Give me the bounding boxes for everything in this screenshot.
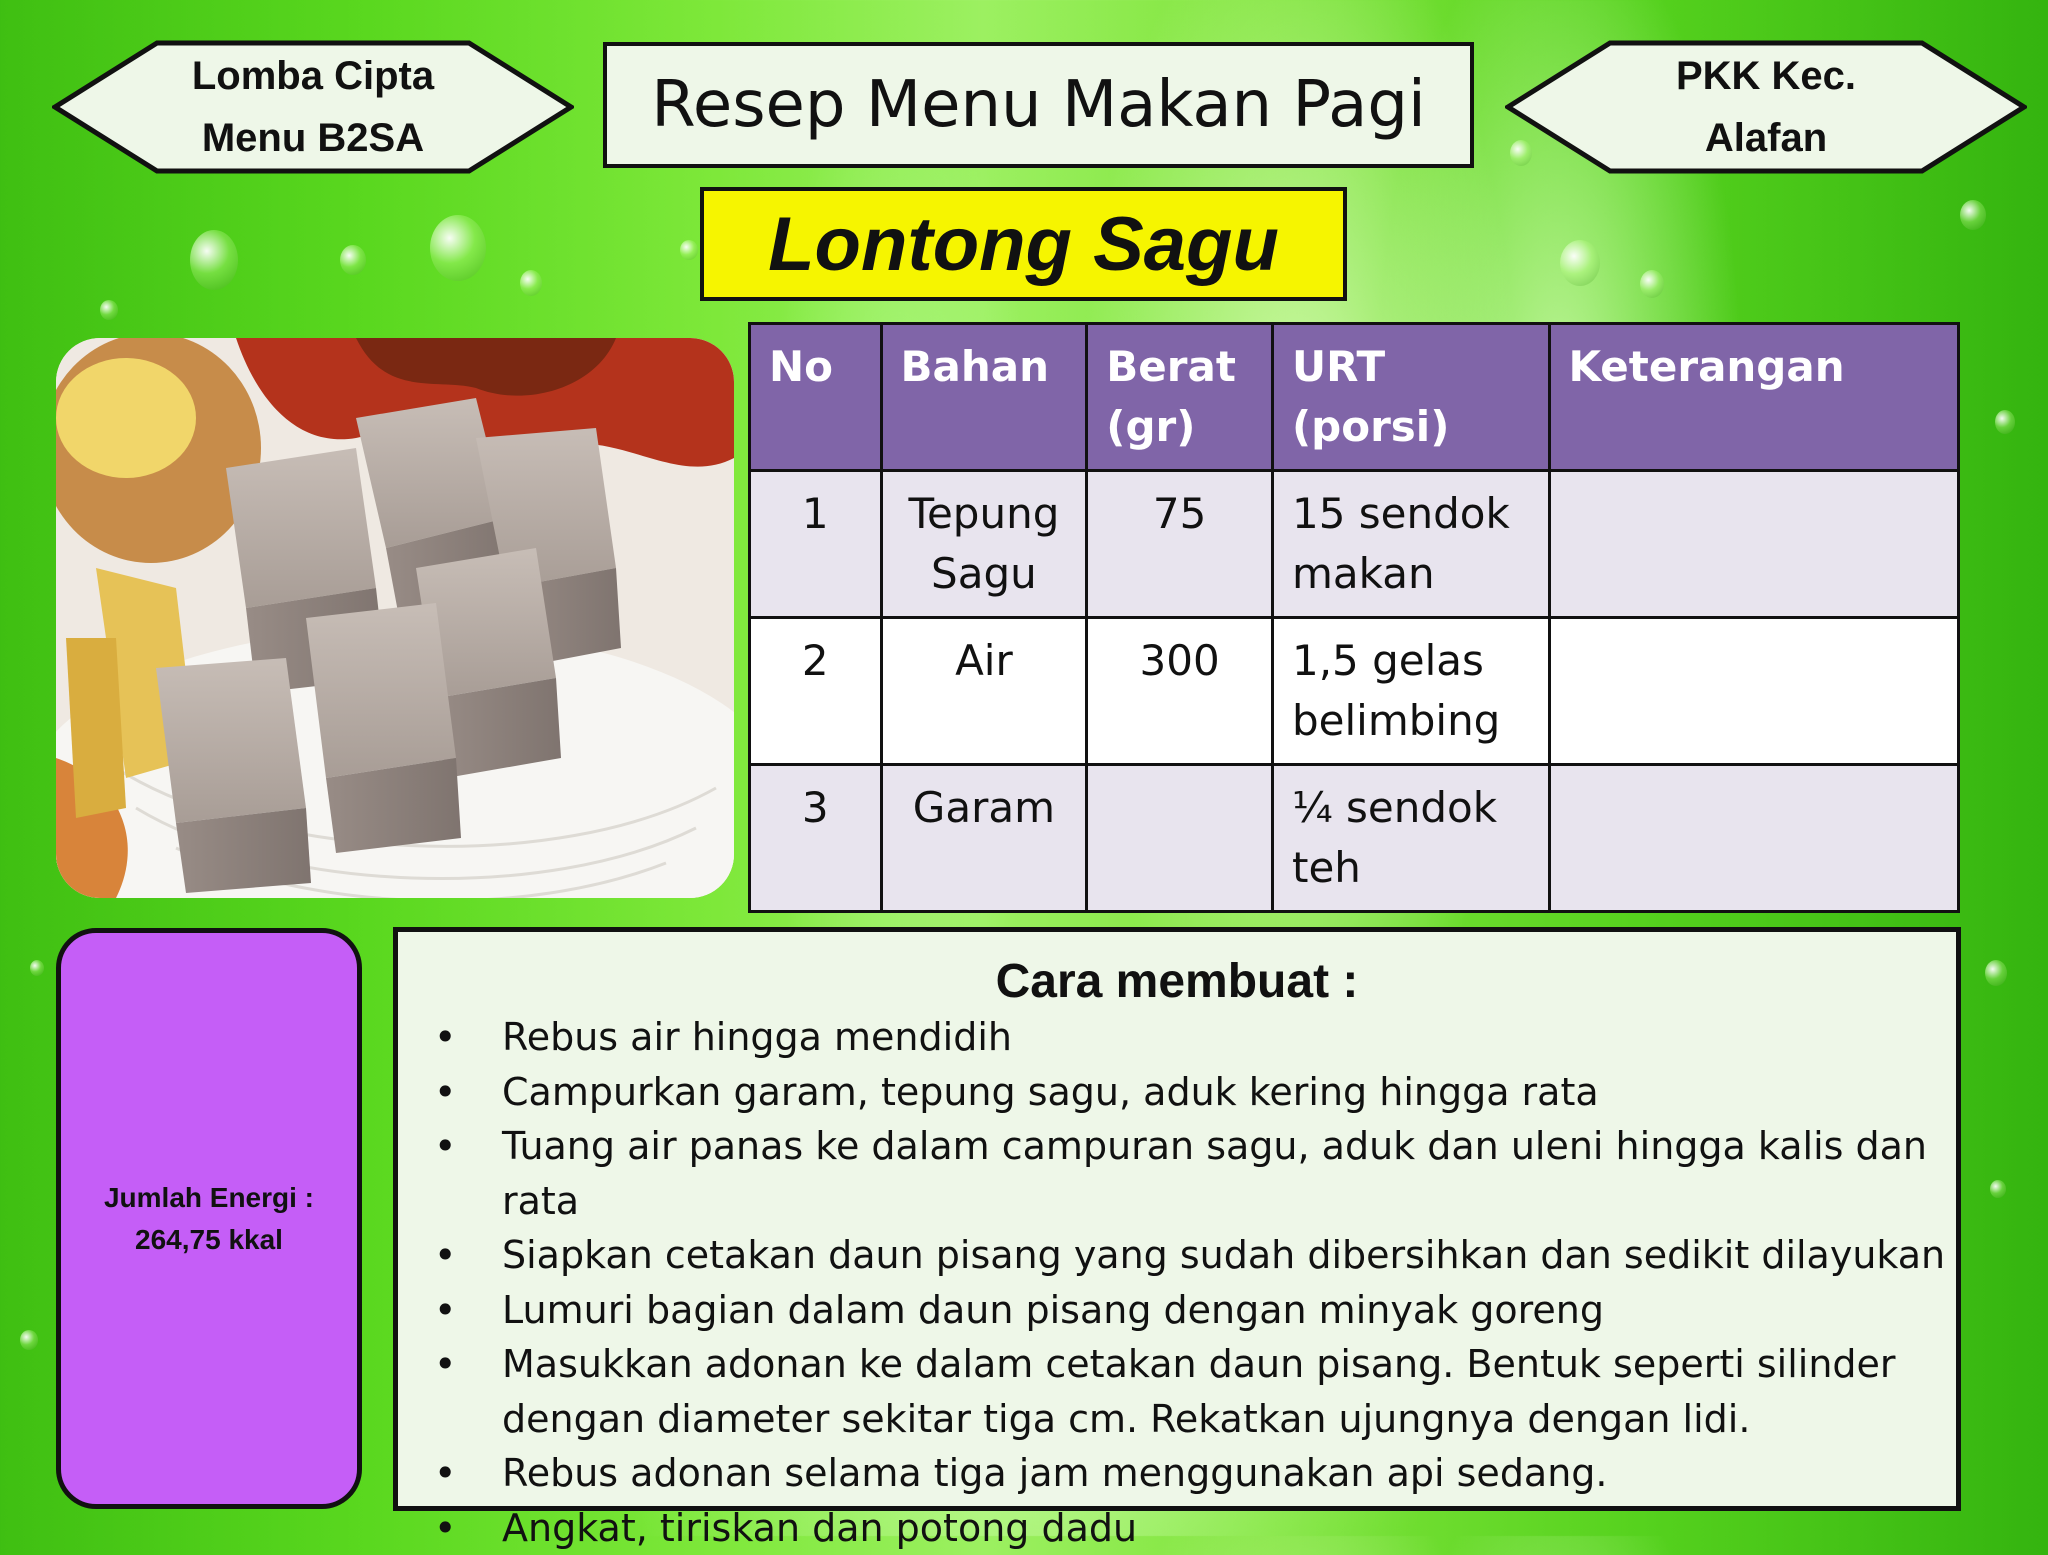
bullet-icon: • [434,1119,456,1174]
cell-bahan-line1: Tepung [901,484,1068,544]
method-step-text: Tuang air panas ke dalam campuran sagu, aduk dan uleni hingga kalis dan rata [502,1124,1927,1223]
bullet-icon: • [434,1283,456,1338]
cell-bahan-line2: Sagu [901,544,1068,604]
method-steps-list [398,1010,1956,1555]
table-row [750,618,1959,765]
page-title: Resep Menu Makan Pagi [651,68,1426,142]
method-step-text: Siapkan cetakan daun pisang yang sudah dibersihkan dan sedikit dilayukan [502,1233,1945,1277]
right-tag [1505,40,2027,174]
method-step [418,1501,1956,1555]
cell-keterangan [1549,618,1959,765]
cell-urt-line1: ¼ sendok [1292,778,1530,838]
lontong-sagu-photo [56,338,734,898]
cell-no: 1 [750,471,882,618]
method-step-text: Campurkan garam, tepung sagu, aduk kering hingga rata [502,1070,1599,1114]
method-step [418,1119,1956,1228]
cell-no: 3 [750,765,882,912]
header-bahan: Bahan [881,324,1087,471]
left-tag-line2: Menu B2SA [192,107,434,169]
cell-bahan [881,618,1087,765]
bullet-icon: • [434,1446,456,1501]
table-row [750,765,1959,912]
method-step-text: Masukkan adonan ke dalam cetakan daun pisang. Bentuk seperti silinder dengan diameter sekitar tiga cm. Rekatkan ujungnya dengan lidi. [502,1342,1896,1441]
method-step [418,1010,1956,1065]
bullet-icon: • [434,1065,456,1120]
method-box [393,927,1961,1511]
bullet-icon: • [434,1228,456,1283]
ingredients-table [748,322,1960,913]
method-step-text: Angkat, tiriskan dan potong dadu [502,1506,1137,1550]
cell-urt-line1: 15 sendok [1292,484,1530,544]
method-step [418,1283,1956,1338]
right-tag-text [1505,40,2027,174]
table-header-row [750,324,1959,471]
energy-box [56,928,362,1509]
left-tag-text [52,40,574,174]
header-no: No [750,324,882,471]
cell-urt-line2: makan [1292,544,1530,604]
cell-keterangan [1549,765,1959,912]
cell-berat: 75 [1087,471,1273,618]
cell-bahan-line1: Garam [901,778,1068,838]
energy-label: Jumlah Energi : [104,1177,314,1219]
method-step-text: Lumuri bagian dalam daun pisang dengan minyak goreng [502,1288,1604,1332]
cell-berat: 300 [1087,618,1273,765]
dish-name: Lontong Sagu [768,201,1279,288]
method-step [418,1337,1956,1446]
method-step [418,1065,1956,1120]
left-tag [52,40,574,174]
method-step [418,1228,1956,1283]
cell-urt [1272,471,1549,618]
cell-urt [1272,765,1549,912]
dish-name-banner [700,187,1347,301]
method-step-text: Rebus adonan selama tiga jam menggunakan api sedang. [502,1451,1608,1495]
bullet-icon: • [434,1010,456,1065]
cell-urt-line1: 1,5 gelas [1292,631,1530,691]
cell-urt [1272,618,1549,765]
method-step [418,1446,1956,1501]
right-tag-line1: PKK Kec. [1676,45,1856,107]
cell-bahan [881,765,1087,912]
left-tag-line1: Lomba Cipta [192,45,434,107]
cell-berat [1087,765,1273,912]
cell-bahan-line1: Air [901,631,1068,691]
header-berat-line1: Berat [1106,337,1253,397]
header-berat [1087,324,1273,471]
method-title: Cara membuat : [398,954,1956,1010]
right-tag-line2: Alafan [1676,107,1856,169]
bullet-icon: • [434,1337,456,1392]
header-keterangan: Keterangan [1549,324,1959,471]
header-berat-line2: (gr) [1106,397,1253,457]
bullet-icon: • [434,1501,456,1555]
cell-bahan [881,471,1087,618]
cell-no: 2 [750,618,882,765]
cell-urt-line2: belimbing [1292,691,1530,751]
energy-value: 264,75 kkal [104,1219,314,1261]
header-urt: URT (porsi) [1272,324,1549,471]
cell-keterangan [1549,471,1959,618]
page-title-box [603,42,1474,168]
food-illustration [56,338,734,898]
cell-urt-line2: teh [1292,838,1530,898]
method-step-text: Rebus air hingga mendidih [502,1015,1012,1059]
table-row [750,471,1959,618]
